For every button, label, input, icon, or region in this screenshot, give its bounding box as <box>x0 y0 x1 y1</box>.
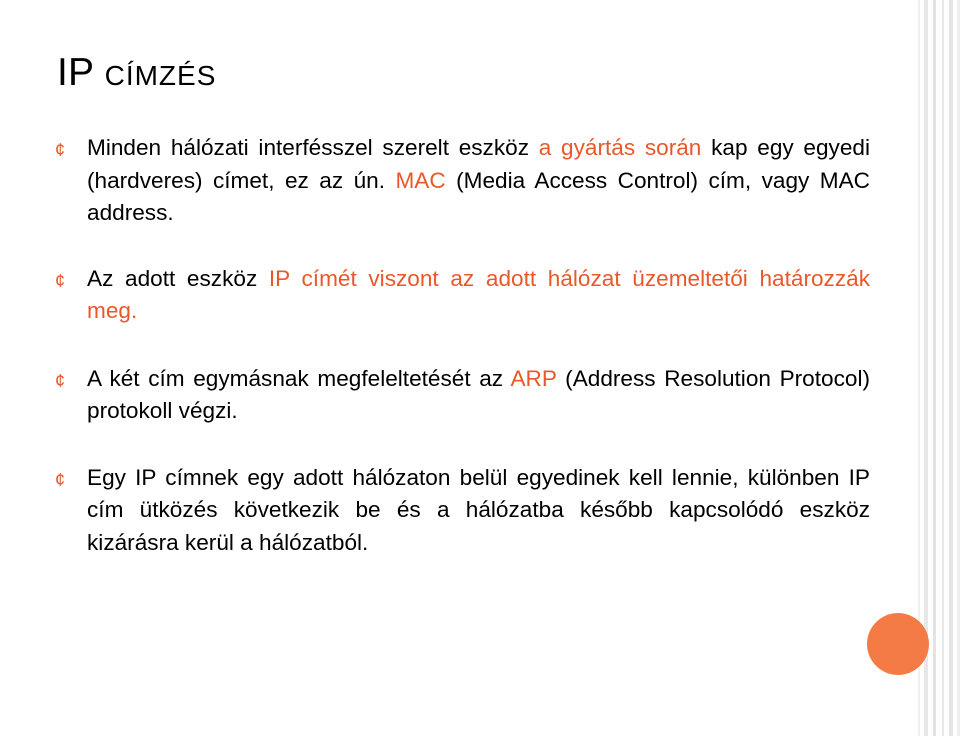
bullet-item <box>55 363 870 428</box>
bullet-icon: ¢ <box>55 270 66 291</box>
bullet-text: Az adott eszköz <box>87 265 269 291</box>
bullet-text-highlight: a gyártás során <box>538 135 702 160</box>
bullet-item <box>55 132 870 230</box>
stripe <box>942 0 944 736</box>
slide-title <box>57 48 216 101</box>
title-big: IP <box>57 51 94 94</box>
bullet-text-highlight: MAC <box>395 167 446 193</box>
bullet-text: Minden hálózati interfésszel szerelt eszköz <box>87 135 539 160</box>
bullet-text-highlight: Egy IP címnek egy adott hálózaton belül egyedinek kell lennie, különben IP cím ütközés következik be és a hálózatba később kapcsolódó eszköz kizárásra kerül a hálózatból. <box>87 464 870 555</box>
bullet-icon: ¢ <box>55 370 66 391</box>
stripe <box>924 0 928 736</box>
bullet-text: A két cím egymásnak megfeleltetését az <box>87 365 511 391</box>
bullet-text: (Media Access Control) cím, vagy MAC address. <box>87 167 870 225</box>
decorative-stripes <box>918 0 960 736</box>
bullet-text: kap egy egyedi (hardveres) címet, ez az ún. <box>87 135 871 193</box>
decorative-circle <box>867 613 929 675</box>
stripe <box>933 0 936 736</box>
bullet-item <box>55 462 870 560</box>
title-small: CÍMZÉS <box>104 60 217 91</box>
bullet-icon: ¢ <box>55 140 66 160</box>
bullet-item <box>55 263 870 328</box>
bullet-icon: ¢ <box>55 469 66 490</box>
bullet-text-highlight: ARP <box>510 365 557 391</box>
stripe <box>949 0 953 736</box>
bullet-list <box>55 132 870 559</box>
bullet-text: (Address Resolution Protocol) protokoll végzi. <box>87 365 870 423</box>
bullet-text-highlight: IP címét viszont az adott hálózat üzemeltetői határozzák meg. <box>87 265 870 323</box>
